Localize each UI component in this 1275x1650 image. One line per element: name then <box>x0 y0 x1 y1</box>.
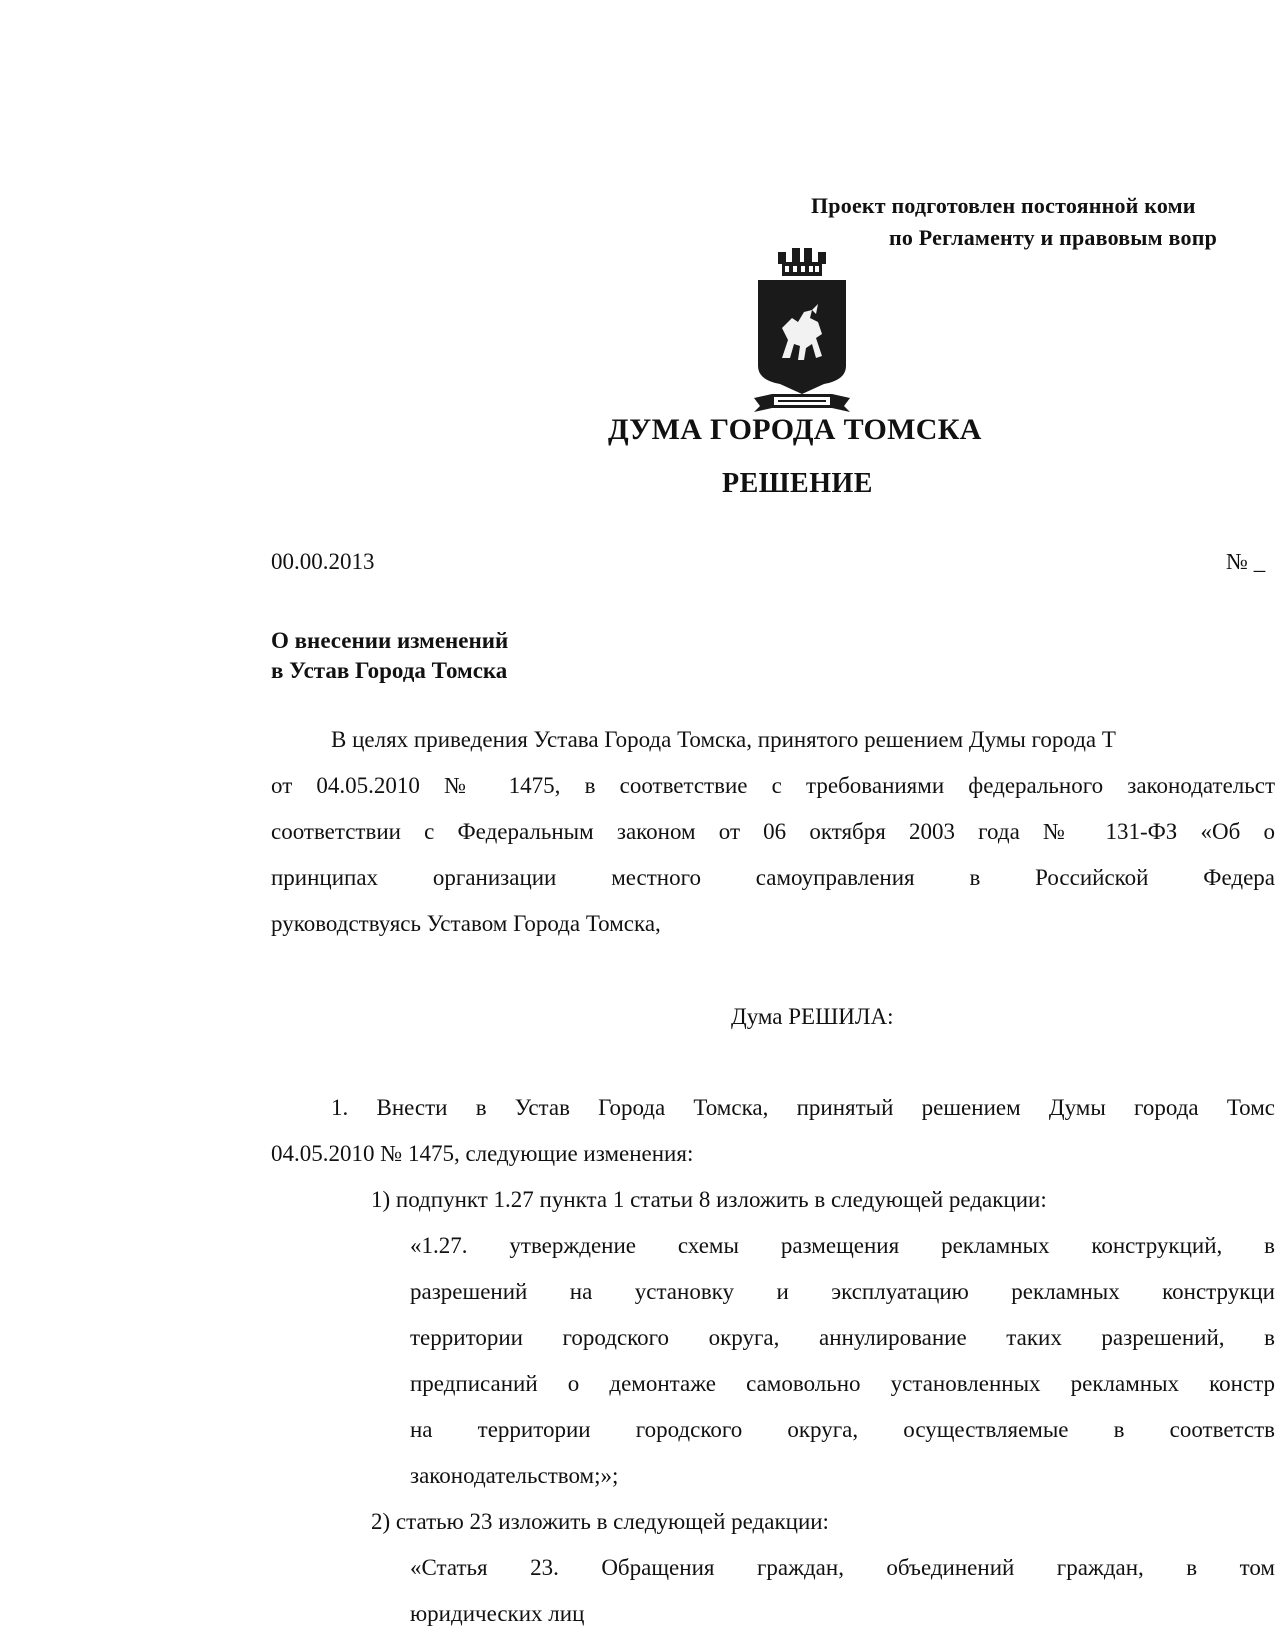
preamble-line: руководствуясь Уставом Города Томска, <box>271 911 661 936</box>
org-title: ДУМА ГОРОДА ТОМСКА <box>608 413 982 446</box>
subitem-title: 2) статью 23 изложить в следующей редакции: <box>371 1509 829 1534</box>
preamble-line: от 04.05.2010 № 1475, в соответствие с требованиями федерального законодательст <box>271 773 1275 798</box>
quote-line: территории городского округа, аннулирование таких разрешений, в <box>410 1325 1275 1350</box>
preamble-line: принципах организации местного самоуправления в Российской Федера <box>271 865 1275 890</box>
header-note-line1: Проект подготовлен постоянной коми <box>811 193 1196 218</box>
subject-line1: О внесении изменений <box>271 628 509 653</box>
document-number: № _ <box>1226 549 1266 574</box>
tomsk-coat-of-arms-icon <box>752 248 852 414</box>
item-line: 1. Внести в Устав Города Томска, принятый решением Думы города Томс <box>331 1095 1275 1120</box>
quote-line: законодательством;»; <box>410 1463 619 1488</box>
preamble-line: В целях приведения Устава Города Томска, принятого решением Думы города Т <box>331 727 1116 752</box>
resolved-heading: Дума РЕШИЛА: <box>731 1004 894 1029</box>
subitem-title: 1) подпункт 1.27 пункта 1 статьи 8 изложить в следующей редакции: <box>371 1187 1047 1212</box>
quote-line: предписаний о демонтаже самовольно установленных рекламных констр <box>410 1371 1275 1396</box>
quote-line: «1.27. утверждение схемы размещения рекламных конструкций, в <box>410 1233 1275 1258</box>
quote-line: юридических лиц <box>410 1601 585 1626</box>
header-note-line2: по Регламенту и правовым вопр <box>889 225 1218 250</box>
quote-line: на территории городского округа, осуществляемые в соответств <box>410 1417 1275 1442</box>
quote-line: «Статья 23. Обращения граждан, объединений граждан, в том <box>410 1555 1275 1580</box>
preamble-line: соответствии с Федеральным законом от 06 октября 2003 года № 131-ФЗ «Об о <box>271 819 1275 844</box>
quote-line: разрешений на установку и эксплуатацию рекламных конструкци <box>410 1279 1275 1304</box>
document-type: РЕШЕНИЕ <box>722 468 873 499</box>
document-date: 00.00.2013 <box>271 549 375 574</box>
item-line: 04.05.2010 № 1475, следующие изменения: <box>271 1141 694 1166</box>
subject-line2: в Устав Города Томска <box>271 658 508 683</box>
